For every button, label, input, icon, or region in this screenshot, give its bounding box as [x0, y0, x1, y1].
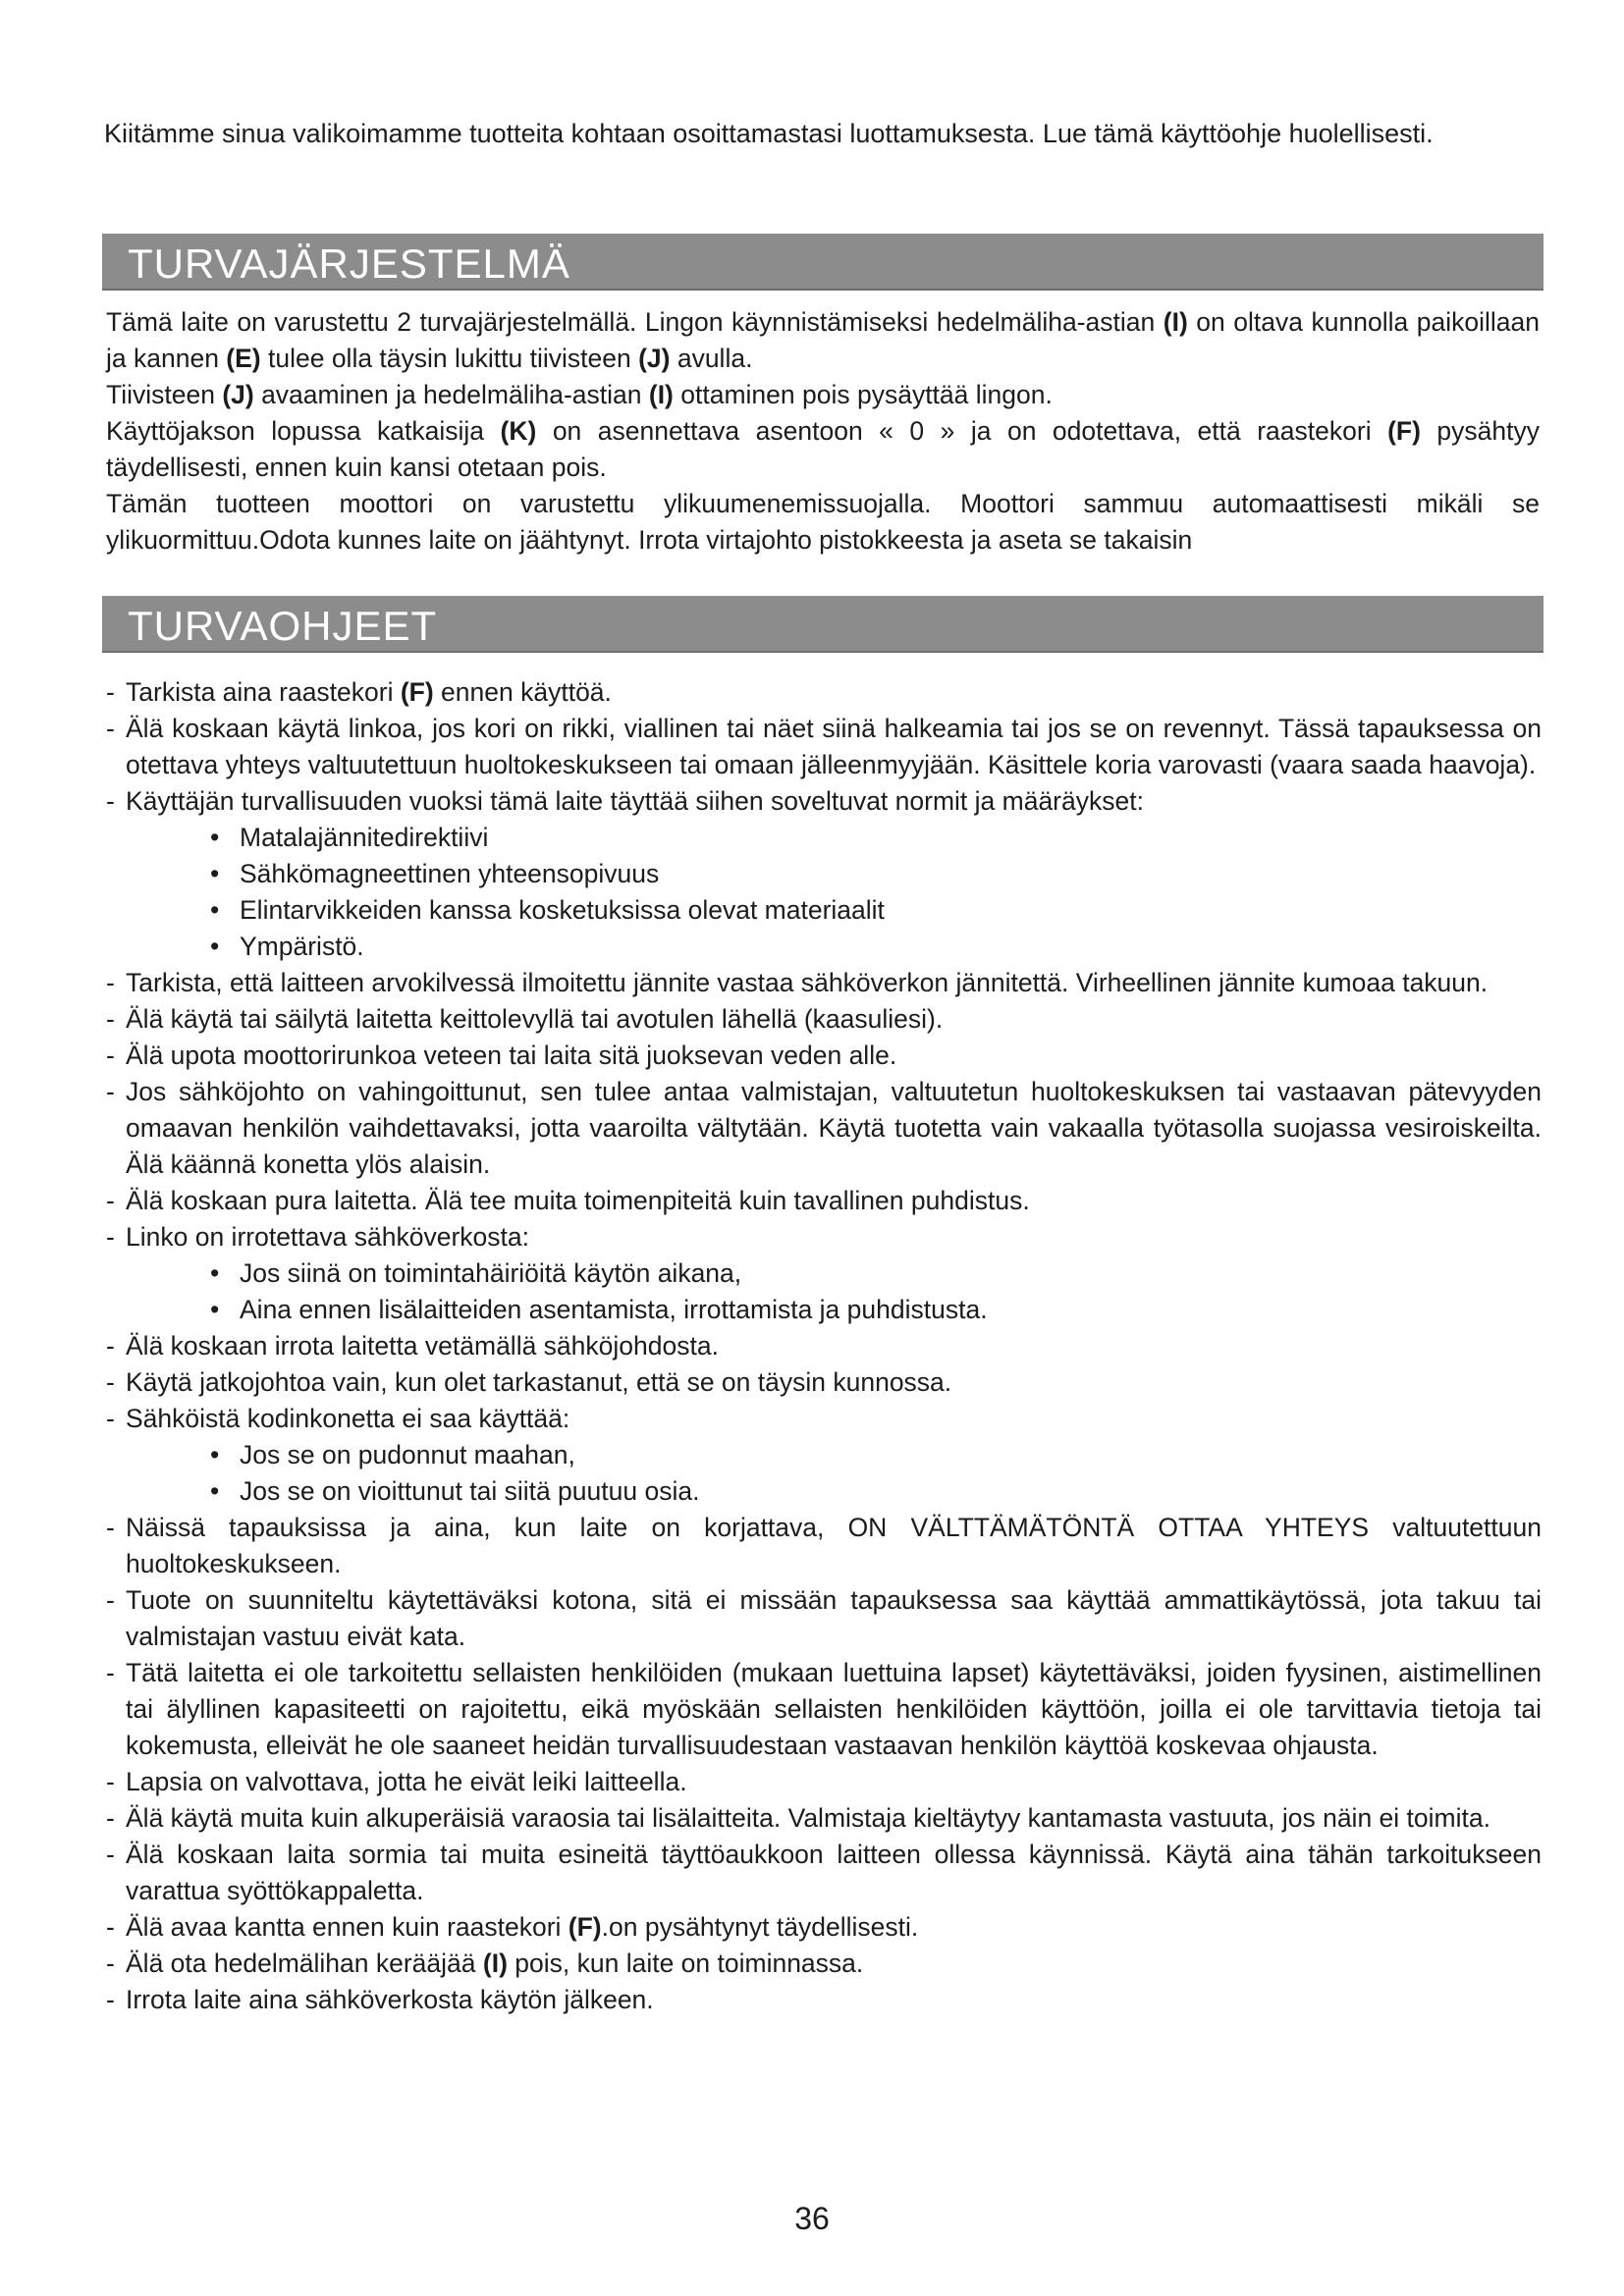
sub-bullet-text: Matalajännitedirektiivi	[240, 823, 489, 852]
list-item-text: Tätä laitetta ei ole tarkoitettu sellaisten henkilöiden (mukaan luettuina lapset) käytettäväksi, joiden fyysinen, aistimellinen tai älyllinen kapasiteetti on rajoitettu, eikä myöskään sellaisten henkilöiden käyttöön, joilla ei ole tarvittavia tietoja tai kokemusta, elleivät he ole saaneet heidän turvallisuudestaan vastaavan henkilön käyttöä koskevaa ohjausta.	[126, 1658, 1542, 1760]
sub-bullet-text: Jos se on pudonnut maahan,	[240, 1440, 575, 1469]
list-item	[106, 1582, 1542, 1655]
safety-system-paragraph: Käyttöjakson lopussa katkaisija (K) on asennettava asentoon « 0 » ja on odotettava, että raastekori (F) pysähtyy täydellisesti, ennen kuin kansi otetaan pois.	[106, 416, 1540, 482]
dash-marker: -	[106, 1077, 115, 1106]
list-item-text: Tarkista, että laitteen arvokilvessä ilmoitettu jännite vastaa sähköverkon jännitettä. Virheellinen jännite kumoaa takuun.	[126, 968, 1489, 997]
list-item	[106, 1909, 1542, 1946]
bullet-marker: •	[210, 895, 220, 925]
safety-instructions-list	[106, 674, 1542, 2018]
list-item	[106, 1800, 1542, 1837]
list-item	[106, 1764, 1542, 1800]
list-item	[106, 1510, 1542, 1582]
sub-bullet	[106, 1255, 1542, 1292]
list-item-text: Jos sähköjohto on vahingoittunut, sen tulee antaa valmistajan, valtuutetun huoltokeskuksen tai vastaavan pätevyyden omaavan henkilön vaihdettavaksi, jotta vaaroilta vältytään. Käytä tuotetta vain vakaalla työtasolla suojassa vesiroiskeilta. Älä käännä konetta ylös alaisin.	[126, 1077, 1542, 1179]
sub-bullet-text: Sähkömagneettinen yhteensopivuus	[240, 859, 660, 888]
component-reference: (F)	[400, 677, 434, 707]
dash-marker: -	[106, 1404, 115, 1433]
component-reference: (J)	[222, 380, 254, 409]
sub-bullet	[106, 892, 1542, 929]
list-item-text: Älä käytä muita kuin alkuperäisiä varaosia tai lisälaitteita. Valmistaja kieltäytyy kantamasta vastuuta, jos näin ei toimita.	[126, 1803, 1490, 1833]
list-item-text: Älä koskaan pura laitetta. Älä tee muita toimenpiteitä kuin tavallinen puhdistus.	[126, 1186, 1030, 1215]
dash-marker: -	[106, 968, 115, 997]
component-reference: (F)	[568, 1912, 602, 1942]
sub-bullet-text: Jos siinä on toimintahäiriöitä käytön aikana,	[240, 1258, 742, 1288]
list-item	[106, 1837, 1542, 1909]
dash-marker: -	[106, 1186, 115, 1215]
list-item-text: Älä käytä tai säilytä laitetta keittolevyllä tai avotulen lähellä (kaasuliesi).	[126, 1004, 944, 1034]
sub-bullet	[106, 856, 1542, 892]
sub-bullet-text: Aina ennen lisälaitteiden asentamista, irrottamista ja puhdistusta.	[240, 1295, 988, 1324]
sub-bullet	[106, 1473, 1542, 1510]
bullet-marker: •	[210, 932, 220, 961]
list-item	[106, 1982, 1542, 2018]
intro-paragraph: Kiitämme sinua valikoimamme tuotteita kohtaan osoittamastasi luottamuksesta. Lue tämä käyttöohje huolellisesti.	[104, 119, 1434, 148]
sub-bullet-text: Elintarvikkeiden kanssa kosketuksissa olevat materiaalit	[240, 895, 885, 925]
list-item	[106, 1038, 1542, 1074]
component-reference: (I)	[1163, 307, 1188, 337]
list-item	[106, 783, 1542, 820]
dash-marker: -	[106, 1585, 115, 1615]
list-item-text: Käyttäjän turvallisuuden vuoksi tämä laite täyttää siihen soveltuvat normit ja määräykset:	[126, 786, 1144, 816]
component-reference: (E)	[226, 344, 261, 373]
section-heading-turvajarjestelma: TURVAJÄRJESTELMÄ	[102, 234, 1543, 291]
dash-marker: -	[106, 1912, 115, 1942]
sub-bullet	[106, 1437, 1542, 1473]
component-reference: (J)	[638, 344, 671, 373]
bullet-marker: •	[210, 823, 220, 852]
dash-marker: -	[106, 786, 115, 816]
sub-bullet-text: Ympäristö.	[240, 932, 364, 961]
bullet-marker: •	[210, 1476, 220, 1506]
dash-marker: -	[106, 1367, 115, 1397]
sub-bullet	[106, 929, 1542, 965]
sub-bullet-text: Jos se on vioittunut tai siitä puutuu osia.	[240, 1476, 700, 1506]
list-item	[106, 1364, 1542, 1401]
component-reference: (I)	[482, 1949, 508, 1978]
list-item	[106, 674, 1542, 711]
bullet-marker: •	[210, 859, 220, 888]
dash-marker: -	[106, 1840, 115, 1869]
section-heading-turvaohjeet: TURVAOHJEET	[102, 596, 1543, 653]
list-item	[106, 711, 1542, 783]
list-item-text: Irrota laite aina sähköverkosta käytön jälkeen.	[126, 1985, 654, 2014]
list-item-text: Älä ota hedelmälihan kerääjää (I) pois, kun laite on toiminnassa.	[126, 1949, 864, 1978]
dash-marker: -	[106, 1803, 115, 1833]
dash-marker: -	[106, 1331, 115, 1361]
dash-marker: -	[106, 714, 115, 743]
sub-bullet	[106, 1292, 1542, 1328]
component-reference: (F)	[1387, 416, 1421, 446]
dash-marker: -	[106, 1767, 115, 1796]
list-item	[106, 1401, 1542, 1437]
safety-system-paragraph: Tiivisteen (J) avaaminen ja hedelmäliha-astian (I) ottaminen pois pysäyttää lingon.	[106, 380, 1053, 409]
dash-marker: -	[106, 1004, 115, 1034]
list-item	[106, 1074, 1542, 1183]
dash-marker: -	[106, 1658, 115, 1687]
list-item	[106, 1219, 1542, 1255]
list-item	[106, 965, 1542, 1001]
list-item	[106, 1001, 1542, 1038]
list-item	[106, 1946, 1542, 1982]
list-item-text: Älä koskaan käytä linkoa, jos kori on rikki, viallinen tai näet siinä halkeamia tai jos se on revennyt. Tässä tapauksessa on otettava yhteys valtuutettuun huoltokeskukseen tai omaan jälleenmyyjään. Käsittele koria varovasti (vaara saada haavoja).	[126, 714, 1542, 779]
list-item-text: Linko on irrotettava sähköverkosta:	[126, 1222, 529, 1252]
component-reference: (I)	[648, 380, 674, 409]
page-number: 36	[794, 2201, 830, 2236]
safety-system-text	[106, 304, 1540, 559]
sub-bullet	[106, 820, 1542, 856]
safety-system-paragraph: Tämä laite on varustettu 2 turvajärjestelmällä. Lingon käynnistämiseksi hedelmäliha-astian (I) on oltava kunnolla paikoillaan ja kannen (E) tulee olla täysin lukittu tiivisteen (J) avulla.	[106, 307, 1540, 373]
dash-marker: -	[106, 1222, 115, 1252]
list-item-text: Käytä jatkojohtoa vain, kun olet tarkastanut, että se on täysin kunnossa.	[126, 1367, 952, 1397]
list-item-text: Tarkista aina raastekori (F) ennen käyttöä.	[126, 677, 612, 707]
list-item-text: Sähköistä kodinkonetta ei saa käyttää:	[126, 1404, 570, 1433]
dash-marker: -	[106, 1041, 115, 1070]
bullet-marker: •	[210, 1258, 220, 1288]
bullet-marker: •	[210, 1440, 220, 1469]
list-item-text: Älä upota moottorirunkoa veteen tai laita sitä juoksevan veden alle.	[126, 1041, 897, 1070]
dash-marker: -	[106, 1513, 115, 1542]
safety-system-paragraph: Tämän tuotteen moottori on varustettu ylikuumenemissuojalla. Moottori sammuu automaattisesti mikäli se ylikuormittuu.Odota kunnes laite on jäähtynyt. Irrota virtajohto pistokkeesta ja aseta se takaisin	[106, 489, 1540, 555]
list-item-text: Tuote on suunniteltu käytettäväksi kotona, sitä ei missään tapauksessa saa käyttää ammattikäytössä, jota takuu tai valmistajan vastuu eivät kata.	[126, 1585, 1542, 1651]
list-item-text: Älä koskaan irrota laitetta vetämällä sähköjohdosta.	[126, 1331, 719, 1361]
component-reference: (K)	[500, 416, 537, 446]
list-item-text: Älä koskaan laita sormia tai muita esineitä täyttöaukkoon laitteen ollessa käynnissä. Käytä aina tähän tarkoitukseen varattua syöttökappaletta.	[126, 1840, 1542, 1905]
list-item-text: Lapsia on valvottava, jotta he eivät leiki laitteella.	[126, 1767, 687, 1796]
dash-marker: -	[106, 1949, 115, 1978]
list-item	[106, 1183, 1542, 1219]
dash-marker: -	[106, 677, 115, 707]
dash-marker: -	[106, 1985, 115, 2014]
list-item-text: Näissä tapauksissa ja aina, kun laite on korjattava, ON VÄLTTÄMÄTÖNTÄ OTTAA YHTEYS valtuutettuun huoltokeskukseen.	[126, 1513, 1542, 1578]
list-item	[106, 1328, 1542, 1364]
bullet-marker: •	[210, 1295, 220, 1324]
list-item	[106, 1655, 1542, 1764]
list-item-text: Älä avaa kantta ennen kuin raastekori (F).on pysähtynyt täydellisesti.	[126, 1912, 919, 1942]
